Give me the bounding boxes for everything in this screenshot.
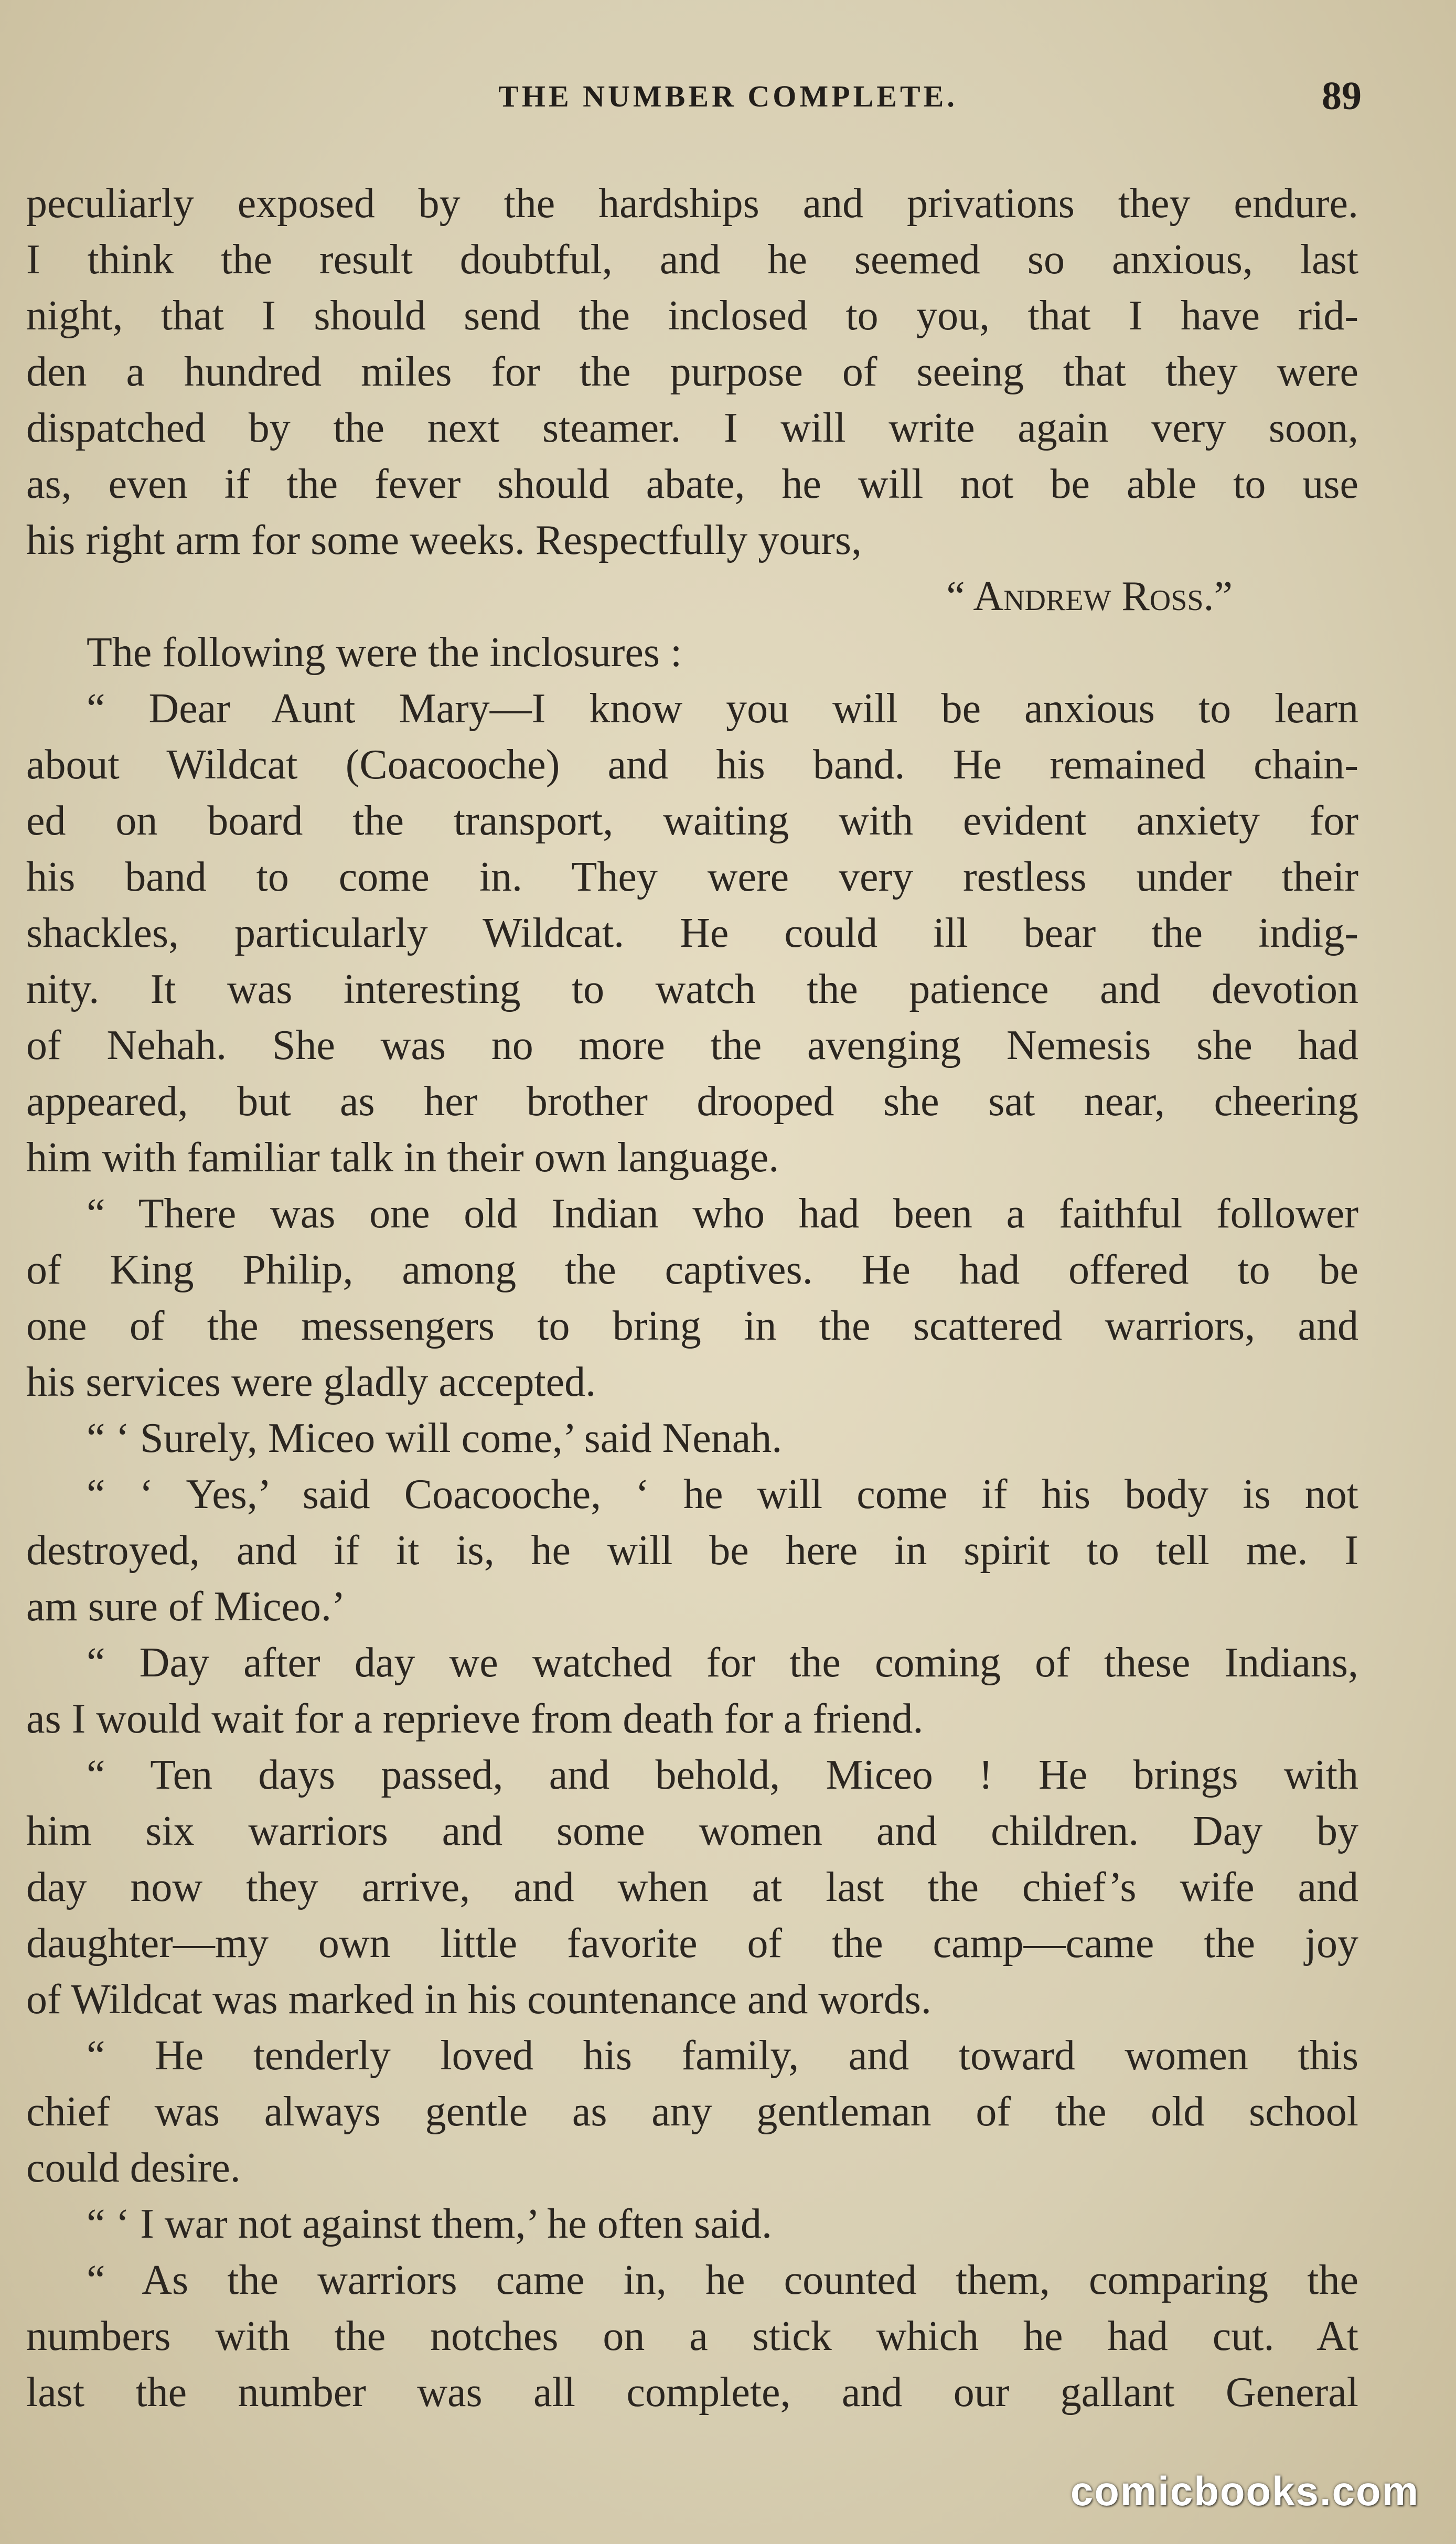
text-line: “ ‘ Yes,’ said Coacooche, ‘ he will come if his body is not: [87, 1471, 1358, 1517]
text-line: as, even if the fever should abate, he will not be able to use: [26, 461, 1358, 507]
text-line: night, that I should send the inclosed to you, that I have rid-: [26, 293, 1358, 339]
text-line: “ Ten days passed, and behold, Miceo ! He brings with: [87, 1752, 1358, 1798]
text-line: last the number was all complete, and our gallant General: [26, 2369, 1358, 2415]
text-line: “ There was one old Indian who had been a faithful follower: [87, 1191, 1358, 1237]
text-line: daughter—my own little favorite of the camp—came the joy: [26, 1920, 1358, 1966]
text-line: about Wildcat (Coacooche) and his band. He remained chain-: [26, 742, 1358, 788]
body-text: [26, 176, 1358, 2421]
text-line: his band to come in. They were very restless under their: [26, 854, 1358, 900]
text-line: one of the messengers to bring in the scattered warriors, and: [26, 1303, 1358, 1349]
text-line: him with familiar talk in their own language.: [26, 1135, 779, 1181]
page-header: [0, 73, 1456, 131]
text-line: as I would wait for a reprieve from death for a friend.: [26, 1696, 924, 1742]
text-line: of Wildcat was marked in his countenance and words.: [26, 1976, 932, 2023]
text-line: dispatched by the next steamer. I will write again very soon,: [26, 405, 1358, 451]
text-line: ed on board the transport, waiting with evident anxiety for: [26, 798, 1358, 844]
text-line: could desire.: [26, 2145, 241, 2191]
text-line: The following were the inclosures :: [87, 629, 682, 676]
text-line: his services were gladly accepted.: [26, 1359, 596, 1405]
text-line: of Nehah. She was no more the avenging Nemesis she had: [26, 1022, 1358, 1068]
text-line: den a hundred miles for the purpose of seeing that they were: [26, 349, 1358, 395]
text-line: of King Philip, among the captives. He had offered to be: [26, 1247, 1358, 1293]
text-line: “ As the warriors came in, he counted them, comparing the: [87, 2257, 1358, 2303]
text-line: peculiarly exposed by the hardships and privations they endure.: [26, 180, 1358, 227]
text-line: “ ‘ Surely, Miceo will come,’ said Nenah.: [87, 1415, 783, 1461]
text-line: “ Day after day we watched for the coming of these Indians,: [87, 1640, 1358, 1686]
text-line: appeared, but as her brother drooped she sat near, cheering: [26, 1078, 1358, 1125]
running-title: THE NUMBER COMPLETE.: [498, 79, 958, 113]
text-line: shackles, particularly Wildcat. He could ill bear the indig-: [26, 910, 1358, 956]
page-number: 89: [1322, 74, 1362, 118]
text-line: day now they arrive, and when at last the chief’s wife and: [26, 1864, 1358, 1910]
signature-line: “ Andrew Ross.”: [946, 573, 1233, 619]
text-line: am sure of Miceo.’: [26, 1584, 346, 1630]
text-line: “ He tenderly loved his family, and toward women this: [87, 2033, 1358, 2079]
text-line: I think the result doubtful, and he seemed so anxious, last: [26, 237, 1358, 283]
text-line: chief was always gentle as any gentleman of the old school: [26, 2089, 1358, 2135]
text-line: his right arm for some weeks. Respectfully yours,: [26, 517, 862, 563]
text-line: numbers with the notches on a stick which he had cut. At: [26, 2313, 1358, 2359]
text-line: “ Dear Aunt Mary—I know you will be anxious to learn: [87, 686, 1358, 732]
watermark: comicbooks.com: [1070, 2468, 1419, 2514]
text-line: “ ‘ I war not against them,’ he often said.: [87, 2201, 772, 2247]
text-line: him six warriors and some women and children. Day by: [26, 1808, 1358, 1854]
text-line: nity. It was interesting to watch the patience and devotion: [26, 966, 1358, 1012]
text-line: destroyed, and if it is, he will be here in spirit to tell me. I: [26, 1527, 1358, 1574]
